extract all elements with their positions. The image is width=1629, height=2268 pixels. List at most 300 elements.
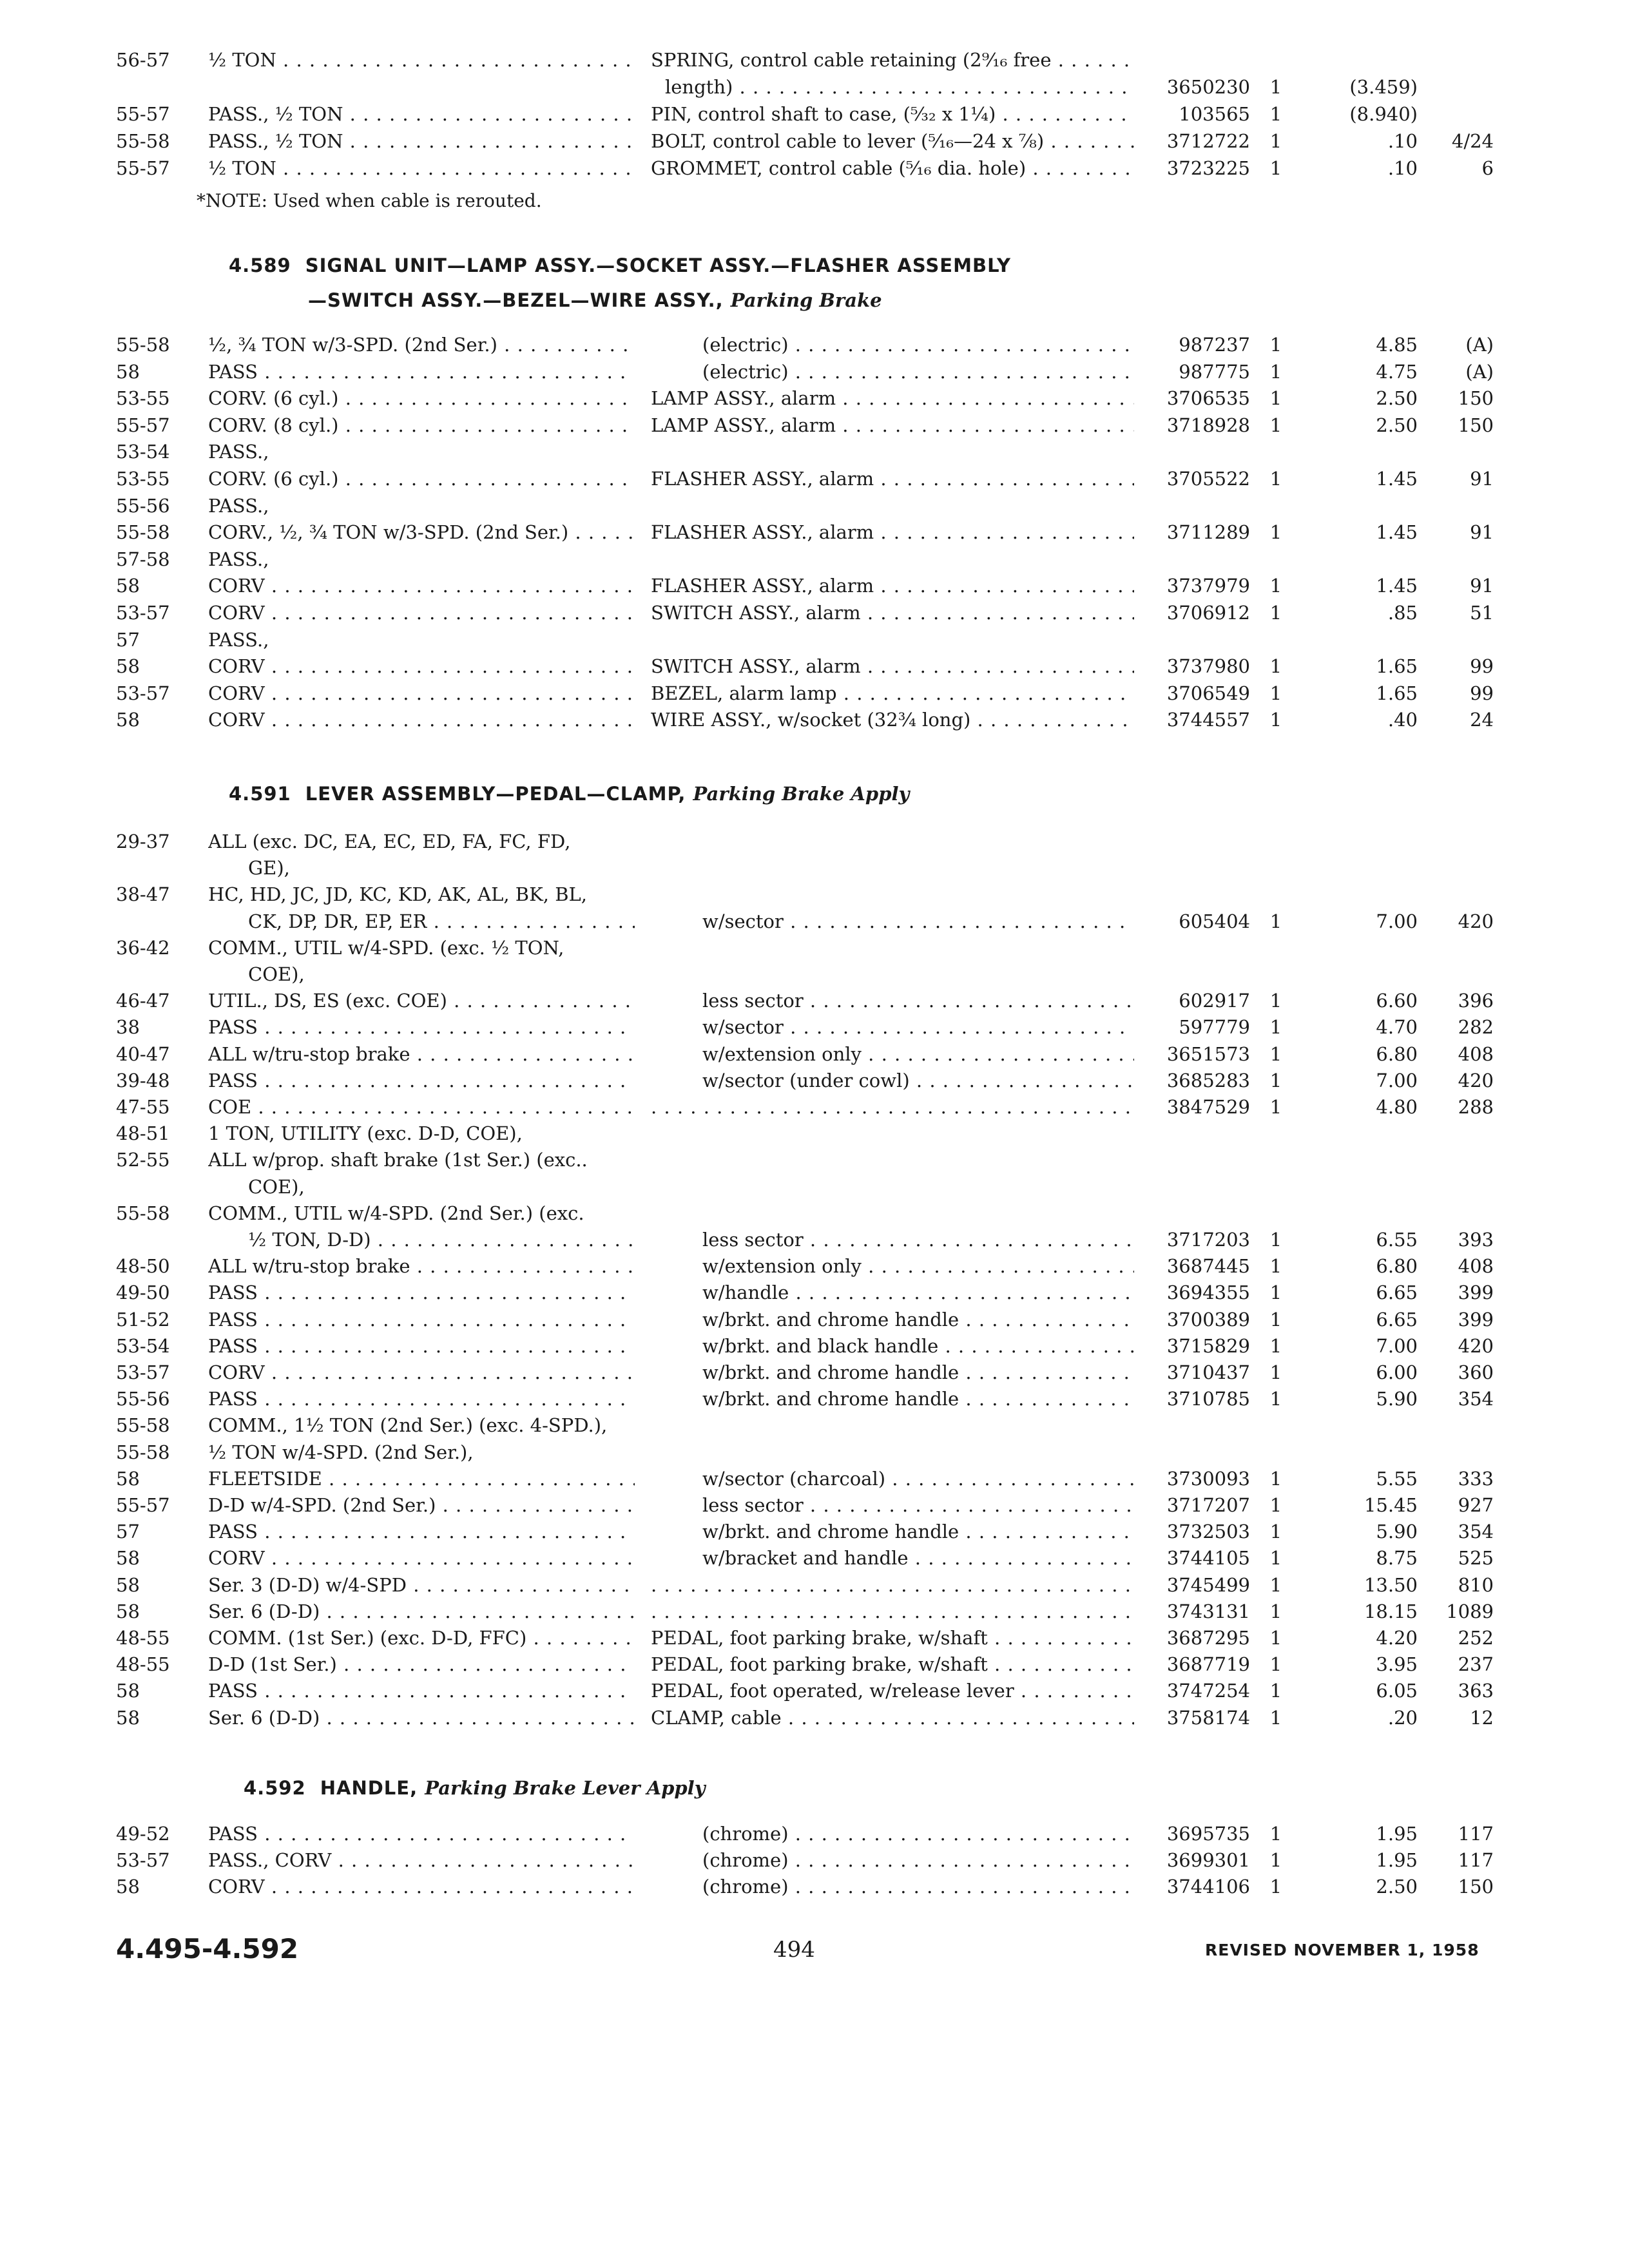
- part-number-cell: 3732503: [1166, 1521, 1250, 1543]
- price-cell: [1298, 881, 1418, 908]
- part-number-cell: [1121, 1146, 1250, 1173]
- parts-row: [0, 1624, 1629, 1651]
- weight-cell: [1418, 492, 1494, 519]
- parts-row: [0, 881, 1629, 908]
- weight-cell: 91: [1470, 521, 1494, 544]
- description-cell: FLASHER ASSY., alarm . . .: [651, 572, 1134, 599]
- parts-row: [0, 1279, 1629, 1306]
- description-cell: LAMP ASSY., alarm . . .: [651, 412, 1134, 439]
- year-cell: 53-57: [116, 602, 170, 624]
- description-cell: w/extension only . . .: [651, 1253, 1134, 1280]
- weight-cell: 6: [1481, 157, 1494, 179]
- parts-row: [0, 706, 1629, 733]
- application-cell: ALL (exc. DC, EA, EC, ED, FA, FC, FD,: [208, 831, 571, 852]
- weight-cell: 420: [1458, 910, 1494, 932]
- parts-row: [0, 155, 1629, 182]
- description-cell: [651, 438, 1134, 465]
- weight-cell: [1418, 546, 1494, 573]
- weight-cell: 117: [1458, 1849, 1494, 1871]
- weight-cell: [1418, 101, 1494, 128]
- quantity-cell: 1: [1269, 1467, 1282, 1490]
- parts-row: [0, 1093, 1629, 1120]
- price-cell: 7.00: [1376, 1069, 1418, 1091]
- year-cell: 58: [116, 1876, 140, 1898]
- description-cell: SWITCH ASSY., alarm . . .: [651, 653, 1134, 680]
- weight-cell: 399: [1458, 1308, 1494, 1331]
- weight-cell: [1418, 1200, 1494, 1227]
- price-cell: 1.95: [1376, 1823, 1418, 1845]
- quantity-cell: [1260, 961, 1292, 988]
- parts-row: [0, 46, 1629, 73]
- description-cell: w/sector (charcoal) . . .: [651, 1465, 1134, 1492]
- weight-cell: (A): [1465, 334, 1494, 356]
- quantity-cell: 1: [1269, 682, 1282, 704]
- part-number-cell: 3650230: [1166, 76, 1250, 98]
- parts-row: [0, 438, 1629, 465]
- parts-row: [0, 465, 1629, 492]
- price-cell: (8.940): [1349, 103, 1418, 125]
- weight-cell: [1418, 73, 1494, 101]
- description-cell: [651, 546, 1134, 573]
- quantity-cell: [1260, 546, 1292, 573]
- quantity-cell: 1: [1269, 1282, 1282, 1304]
- price-cell: 1.45: [1376, 575, 1418, 597]
- application-cell: PASS . . .: [208, 1306, 635, 1333]
- price-cell: 18.15: [1364, 1600, 1418, 1622]
- price-cell: [1298, 546, 1418, 573]
- application-cell: COMM., UTIL w/4-SPD. (exc. ½ TON,: [208, 936, 564, 959]
- application-cell: CORV . . .: [208, 599, 635, 626]
- year-cell: 58: [116, 1706, 140, 1729]
- weight-cell: 99: [1470, 655, 1494, 678]
- parts-row: [0, 680, 1629, 707]
- weight-cell: 91: [1470, 468, 1494, 490]
- year-cell: 55-57: [116, 103, 170, 125]
- description-cell: LAMP ASSY., alarm . . .: [651, 385, 1134, 412]
- description-cell: w/sector . . .: [651, 908, 1134, 935]
- quantity-cell: [1260, 1146, 1292, 1173]
- weight-cell: 99: [1470, 682, 1494, 704]
- quantity-cell: 1: [1269, 709, 1282, 731]
- application-cell: COMM. (1st Ser.) (exc. D-D, FFC) . . .: [208, 1624, 635, 1651]
- year-cell: 58: [116, 1547, 140, 1570]
- quantity-cell: 1: [1269, 1573, 1282, 1596]
- parts-row: [0, 1306, 1629, 1333]
- application-cell: ½ TON, D-D) . . .: [208, 1226, 635, 1253]
- description-cell: FLASHER ASSY., alarm . . .: [651, 519, 1134, 546]
- description-cell: SWITCH ASSY., alarm . . .: [651, 599, 1134, 626]
- quantity-cell: 1: [1269, 1706, 1282, 1729]
- year-cell: 57: [116, 1521, 140, 1543]
- weight-cell: 288: [1458, 1096, 1494, 1118]
- page-number: 494: [773, 1937, 815, 1963]
- price-cell: .10: [1387, 157, 1418, 179]
- description-cell: (electric) . . .: [651, 358, 1134, 385]
- part-number-cell: [1121, 961, 1250, 988]
- weight-cell: 393: [1458, 1229, 1494, 1251]
- application-cell: PASS . . .: [208, 1820, 635, 1847]
- application-cell: CORV., ½, ¾ TON w/3-SPD. (2nd Ser.) . . .: [208, 519, 635, 546]
- section-subtitle: Parking Brake Lever Apply: [425, 1777, 706, 1799]
- application-cell: CORV . . .: [208, 572, 635, 599]
- description-cell: SPRING, control cable retaining (2⁹⁄₁₆ free . . .: [651, 46, 1134, 73]
- weight-cell: 24: [1470, 709, 1494, 731]
- application-cell: COE),: [248, 963, 305, 985]
- description-cell: [651, 854, 1134, 881]
- price-cell: 6.80: [1376, 1043, 1418, 1065]
- weight-cell: 4/24: [1451, 130, 1494, 152]
- parts-row: [0, 331, 1629, 358]
- part-number-cell: 3706549: [1166, 682, 1250, 704]
- part-number-cell: [1121, 46, 1250, 73]
- year-cell: 39-48: [116, 1069, 170, 1091]
- description-cell: GROMMET, control cable (⁵⁄₁₆ dia. hole) . . .: [651, 155, 1134, 182]
- price-cell: 6.05: [1376, 1680, 1418, 1702]
- weight-cell: [1418, 828, 1494, 855]
- application-cell: [208, 73, 635, 101]
- application-cell: PASS . . .: [208, 1385, 635, 1412]
- part-number-cell: [1121, 854, 1250, 881]
- weight-cell: 333: [1458, 1467, 1494, 1490]
- parts-row: [0, 1704, 1629, 1731]
- description-cell: w/brkt. and chrome handle . . .: [651, 1306, 1134, 1333]
- part-number-cell: 3687719: [1166, 1653, 1250, 1676]
- quantity-cell: [1260, 881, 1292, 908]
- price-cell: 2.50: [1376, 414, 1418, 436]
- price-cell: 13.50: [1364, 1573, 1418, 1596]
- parts-row: [0, 358, 1629, 385]
- quantity-cell: [1260, 828, 1292, 855]
- parts-row: [0, 1412, 1629, 1439]
- year-cell: 53-57: [116, 1849, 170, 1871]
- part-number-cell: 3717207: [1166, 1494, 1250, 1516]
- section-4591-heading: [229, 783, 909, 805]
- description-cell: [651, 1093, 1134, 1120]
- parts-row: [0, 961, 1629, 988]
- price-cell: 1.65: [1376, 682, 1418, 704]
- part-number-cell: 3699301: [1166, 1849, 1250, 1871]
- weight-cell: 810: [1458, 1573, 1494, 1596]
- quantity-cell: 1: [1269, 1849, 1282, 1871]
- price-cell: [1298, 854, 1418, 881]
- weight-cell: 354: [1458, 1388, 1494, 1410]
- part-number-cell: 3687295: [1166, 1627, 1250, 1649]
- price-cell: .40: [1387, 709, 1418, 731]
- quantity-cell: 1: [1269, 1308, 1282, 1331]
- parts-row: [0, 492, 1629, 519]
- part-number-cell: [1121, 881, 1250, 908]
- weight-cell: 150: [1458, 1876, 1494, 1898]
- price-cell: 4.70: [1376, 1016, 1418, 1039]
- quantity-cell: 1: [1269, 910, 1282, 932]
- price-cell: [1298, 1173, 1418, 1200]
- application-cell: UTIL., DS, ES (exc. COE) . . .: [208, 987, 635, 1014]
- application-cell: ½, ¾ TON w/3-SPD. (2nd Ser.) . . .: [208, 331, 635, 358]
- application-cell: CORV. (8 cyl.) . . .: [208, 412, 635, 439]
- weight-cell: (A): [1465, 360, 1494, 383]
- parts-row: [0, 1120, 1629, 1147]
- description-cell: less sector . . .: [651, 987, 1134, 1014]
- year-cell: 49-50: [116, 1282, 170, 1304]
- page-footer: [0, 1933, 1629, 1972]
- part-number-cell: 3758174: [1166, 1706, 1250, 1729]
- parts-row: [0, 1014, 1629, 1041]
- price-cell: [1298, 46, 1418, 73]
- application-cell: ALL w/tru-stop brake . . .: [208, 1253, 635, 1280]
- application-cell: PASS., CORV . . .: [208, 1847, 635, 1874]
- weight-cell: 150: [1458, 387, 1494, 410]
- quantity-cell: 1: [1269, 1043, 1282, 1065]
- price-cell: [1298, 1200, 1418, 1227]
- weight-cell: [1418, 626, 1494, 653]
- application-cell: PASS.,: [208, 494, 269, 517]
- year-cell: 48-55: [116, 1627, 170, 1649]
- price-cell: 8.75: [1376, 1547, 1418, 1570]
- year-cell: [116, 854, 206, 881]
- parts-row: [0, 1067, 1629, 1094]
- description-cell: w/handle . . .: [651, 1279, 1134, 1306]
- quantity-cell: 1: [1269, 414, 1282, 436]
- quantity-cell: 1: [1269, 1547, 1282, 1570]
- part-number-cell: 605404: [1179, 910, 1250, 932]
- description-cell: [651, 1200, 1134, 1227]
- year-cell: 58: [116, 1573, 140, 1596]
- price-cell: 2.50: [1376, 1876, 1418, 1898]
- description-cell: CLAMP, cable . . .: [651, 1704, 1134, 1731]
- weight-cell: 282: [1458, 1016, 1494, 1039]
- quantity-cell: [1260, 1200, 1292, 1227]
- part-number-cell: 3743131: [1166, 1600, 1250, 1622]
- year-cell: 55-58: [116, 334, 170, 356]
- weight-cell: 525: [1458, 1547, 1494, 1570]
- year-cell: [116, 1226, 206, 1253]
- application-cell: PASS.,: [208, 441, 269, 463]
- application-cell: CORV. (6 cyl.) . . .: [208, 465, 635, 492]
- price-cell: (3.459): [1349, 76, 1418, 98]
- description-cell: [651, 1146, 1134, 1173]
- parts-row: [0, 908, 1629, 935]
- parts-row: [0, 572, 1629, 599]
- application-cell: ½ TON . . .: [208, 46, 635, 73]
- quantity-cell: 1: [1269, 1388, 1282, 1410]
- weight-cell: [1418, 1412, 1494, 1439]
- quantity-cell: 1: [1269, 1653, 1282, 1676]
- section-4589-heading-cont: [308, 289, 882, 311]
- price-cell: [1298, 626, 1418, 653]
- part-number-cell: [1121, 1120, 1250, 1147]
- parts-row: [0, 1820, 1629, 1847]
- quantity-cell: [1260, 1412, 1292, 1439]
- quantity-cell: 1: [1269, 1361, 1282, 1383]
- part-number-cell: [1121, 828, 1250, 855]
- year-cell: 58: [116, 360, 140, 383]
- part-number-cell: 3694355: [1166, 1282, 1250, 1304]
- application-cell: FLEETSIDE . . .: [208, 1465, 635, 1492]
- description-cell: PEDAL, foot parking brake, w/shaft . . .: [651, 1624, 1134, 1651]
- quantity-cell: 1: [1269, 130, 1282, 152]
- year-cell: 58: [116, 655, 140, 678]
- part-number-cell: 3710785: [1166, 1388, 1250, 1410]
- parts-row: [0, 1465, 1629, 1492]
- price-cell: 3.95: [1376, 1653, 1418, 1676]
- year-cell: 55-57: [116, 414, 170, 436]
- part-number-cell: 3695735: [1166, 1823, 1250, 1845]
- parts-row: [0, 1173, 1629, 1200]
- year-cell: 53-57: [116, 1361, 170, 1383]
- quantity-cell: 1: [1269, 1494, 1282, 1516]
- parts-row: [0, 828, 1629, 855]
- quantity-cell: 1: [1269, 103, 1282, 125]
- description-cell: w/sector . . .: [651, 1014, 1134, 1041]
- quantity-cell: [1260, 492, 1292, 519]
- parts-row: [0, 1518, 1629, 1545]
- description-cell: [651, 1412, 1134, 1439]
- application-cell: PASS . . .: [208, 1332, 635, 1360]
- weight-cell: [1418, 438, 1494, 465]
- year-cell: 53-57: [116, 682, 170, 704]
- description-cell: less sector . . .: [651, 1492, 1134, 1519]
- weight-cell: [1418, 961, 1494, 988]
- year-cell: 55-57: [116, 1494, 170, 1516]
- year-cell: 55-58: [116, 521, 170, 544]
- parts-row: [0, 519, 1629, 546]
- application-cell: CORV . . .: [208, 653, 635, 680]
- part-number-cell: 987237: [1179, 334, 1250, 356]
- description-cell: [651, 934, 1134, 961]
- section-subtitle: Parking Brake: [730, 289, 882, 311]
- parts-row: [0, 1873, 1629, 1900]
- year-cell: 55-56: [116, 494, 170, 517]
- part-number-cell: 3744106: [1166, 1876, 1250, 1898]
- part-number-cell: 3700389: [1166, 1308, 1250, 1331]
- application-cell: PASS . . .: [208, 1014, 635, 1041]
- parts-row: [0, 1544, 1629, 1571]
- year-cell: 58: [116, 575, 140, 597]
- price-cell: 6.00: [1376, 1361, 1418, 1383]
- quantity-cell: 1: [1269, 468, 1282, 490]
- quantity-cell: 1: [1269, 1876, 1282, 1898]
- weight-cell: 117: [1458, 1823, 1494, 1845]
- part-number-cell: 103565: [1179, 103, 1250, 125]
- quantity-cell: [1260, 1173, 1292, 1200]
- parts-row: [0, 1598, 1629, 1625]
- quantity-cell: 1: [1269, 602, 1282, 624]
- application-cell: CK, DP, DR, EP, ER . . .: [208, 908, 635, 935]
- part-number-cell: 987775: [1179, 360, 1250, 383]
- application-cell: COE . . .: [208, 1093, 635, 1120]
- application-cell: CORV . . .: [208, 1359, 635, 1386]
- year-cell: 58: [116, 1680, 140, 1702]
- year-cell: 48-50: [116, 1255, 170, 1278]
- description-cell: (chrome) . . .: [651, 1847, 1134, 1874]
- description-cell: [651, 1598, 1134, 1625]
- parts-row: [0, 1571, 1629, 1599]
- price-cell: 4.75: [1376, 360, 1418, 383]
- year-cell: 56-57: [116, 49, 170, 71]
- part-number-cell: 3715829: [1166, 1334, 1250, 1357]
- part-number-cell: 3706912: [1166, 602, 1250, 624]
- section-4589-heading: [229, 255, 1011, 276]
- quantity-cell: [1260, 46, 1292, 73]
- application-cell: PASS . . .: [208, 1518, 635, 1545]
- year-cell: 49-52: [116, 1823, 170, 1845]
- application-cell: CORV. (6 cyl.) . . .: [208, 385, 635, 412]
- quantity-cell: 1: [1269, 1255, 1282, 1278]
- year-cell: 57: [116, 628, 140, 651]
- quantity-cell: [1260, 854, 1292, 881]
- weight-cell: 927: [1458, 1494, 1494, 1516]
- weight-cell: [1418, 1146, 1494, 1173]
- application-cell: ALL w/prop. shaft brake (1st Ser.) (exc..: [208, 1149, 588, 1171]
- parts-row: [0, 653, 1629, 680]
- part-number-cell: 597779: [1179, 1016, 1250, 1039]
- application-cell: Ser. 3 (D-D) w/4-SPD . . .: [208, 1571, 635, 1599]
- description-cell: [651, 492, 1134, 519]
- parts-row: [0, 1651, 1629, 1678]
- price-cell: 6.55: [1376, 1229, 1418, 1251]
- year-cell: 53-55: [116, 468, 170, 490]
- part-number-cell: 3745499: [1166, 1573, 1250, 1596]
- application-cell: PASS., ½ TON . . .: [208, 128, 635, 155]
- application-cell: HC, HD, JC, JD, KC, KD, AK, AL, BK, BL,: [208, 883, 588, 906]
- year-cell: [116, 1173, 206, 1200]
- application-cell: CORV . . .: [208, 1544, 635, 1571]
- part-number-cell: 602917: [1179, 990, 1250, 1012]
- parts-row: [0, 1677, 1629, 1704]
- price-cell: [1298, 1439, 1418, 1466]
- parts-row: [0, 412, 1629, 439]
- part-number-cell: 3847529: [1166, 1096, 1250, 1118]
- weight-cell: 363: [1458, 1680, 1494, 1702]
- parts-row: [0, 1200, 1629, 1227]
- price-cell: 1.65: [1376, 655, 1418, 678]
- year-cell: 55-56: [116, 1388, 170, 1410]
- weight-cell: [1418, 881, 1494, 908]
- description-cell: w/brkt. and chrome handle . . .: [651, 1385, 1134, 1412]
- year-cell: [116, 73, 206, 101]
- year-cell: 58: [116, 1467, 140, 1490]
- part-number-cell: 3737979: [1166, 575, 1250, 597]
- quantity-cell: 1: [1269, 521, 1282, 544]
- year-cell: 47-55: [116, 1096, 170, 1118]
- description-cell: w/brkt. and chrome handle . . .: [651, 1518, 1134, 1545]
- description-cell: (chrome) . . .: [651, 1820, 1134, 1847]
- quantity-cell: 1: [1269, 575, 1282, 597]
- section-number: 4.589: [229, 255, 291, 276]
- price-cell: 5.55: [1376, 1467, 1418, 1490]
- part-number-cell: 3685283: [1166, 1069, 1250, 1091]
- year-cell: 55-58: [116, 1414, 170, 1437]
- weight-cell: 12: [1470, 1706, 1494, 1729]
- part-number-cell: [1121, 934, 1250, 961]
- section-4592-heading: [244, 1777, 706, 1799]
- weight-cell: 420: [1458, 1334, 1494, 1357]
- parts-row: [0, 1385, 1629, 1412]
- application-cell: PASS.,: [208, 628, 269, 651]
- application-cell: PASS., ½ TON . . .: [208, 101, 635, 128]
- description-cell: w/sector (under cowl) . . .: [651, 1067, 1134, 1094]
- parts-row: [0, 987, 1629, 1014]
- parts-row: [0, 1146, 1629, 1173]
- description-cell: [651, 961, 1134, 988]
- parts-row: [0, 854, 1629, 881]
- year-cell: 55-58: [116, 1441, 170, 1463]
- part-number-cell: [1121, 1200, 1250, 1227]
- part-number-cell: [1121, 1173, 1250, 1200]
- weight-cell: [1418, 854, 1494, 881]
- part-number-cell: [1121, 546, 1250, 573]
- application-cell: PASS . . .: [208, 358, 635, 385]
